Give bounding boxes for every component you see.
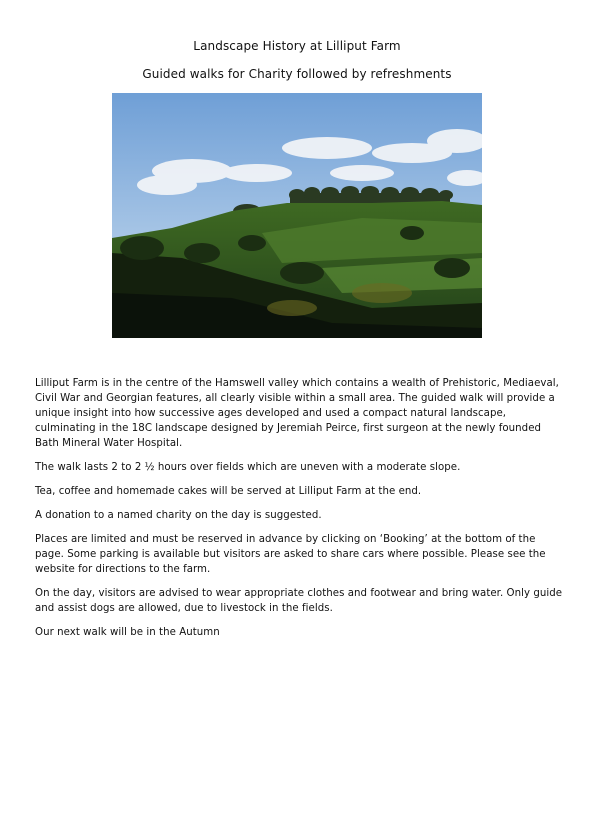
paragraph-advice: On the day, visitors are advised to wear appropriate clothes and footwear and bring water. Only guide and assist dogs are allowed, due to livestock in the fields. xyxy=(35,588,563,614)
page-subtitle: Guided walks for Charity followed by refreshments xyxy=(142,67,452,81)
paragraph-booking: Places are limited and must be reserved in advance by clicking on ‘Booking’ at the bottom of the page. Some parking is available but visitors are asked to share cars where possible. Please see the website for directions to the farm. xyxy=(35,534,546,575)
landscape-photo xyxy=(112,93,482,338)
paragraph-intro: Lilliput Farm is in the centre of the Hamswell valley which contains a wealth of Prehistoric, Mediaeval, Civil War and Georgian features, all clearly visible within a small area. The guided walk will provide a unique insight into how successive ages developed and used a compact natural landscape, culminating in the 18C landscape designed by Jeremiah Peirce, first surgeon at the newly founded Bath Mineral Water Hospital. xyxy=(35,378,559,449)
page-title: Landscape History at Lilliput Farm xyxy=(193,39,401,53)
paragraph-next-walk: Our next walk will be in the Autumn xyxy=(35,627,220,638)
paragraph-refreshments: Tea, coffee and homemade cakes will be served at Lilliput Farm at the end. xyxy=(35,486,422,497)
paragraph-duration: The walk lasts 2 to 2 ½ hours over fields which are uneven with a moderate slope. xyxy=(35,462,461,473)
paragraph-donation: A donation to a named charity on the day is suggested. xyxy=(35,510,322,521)
description-text xyxy=(35,376,565,649)
